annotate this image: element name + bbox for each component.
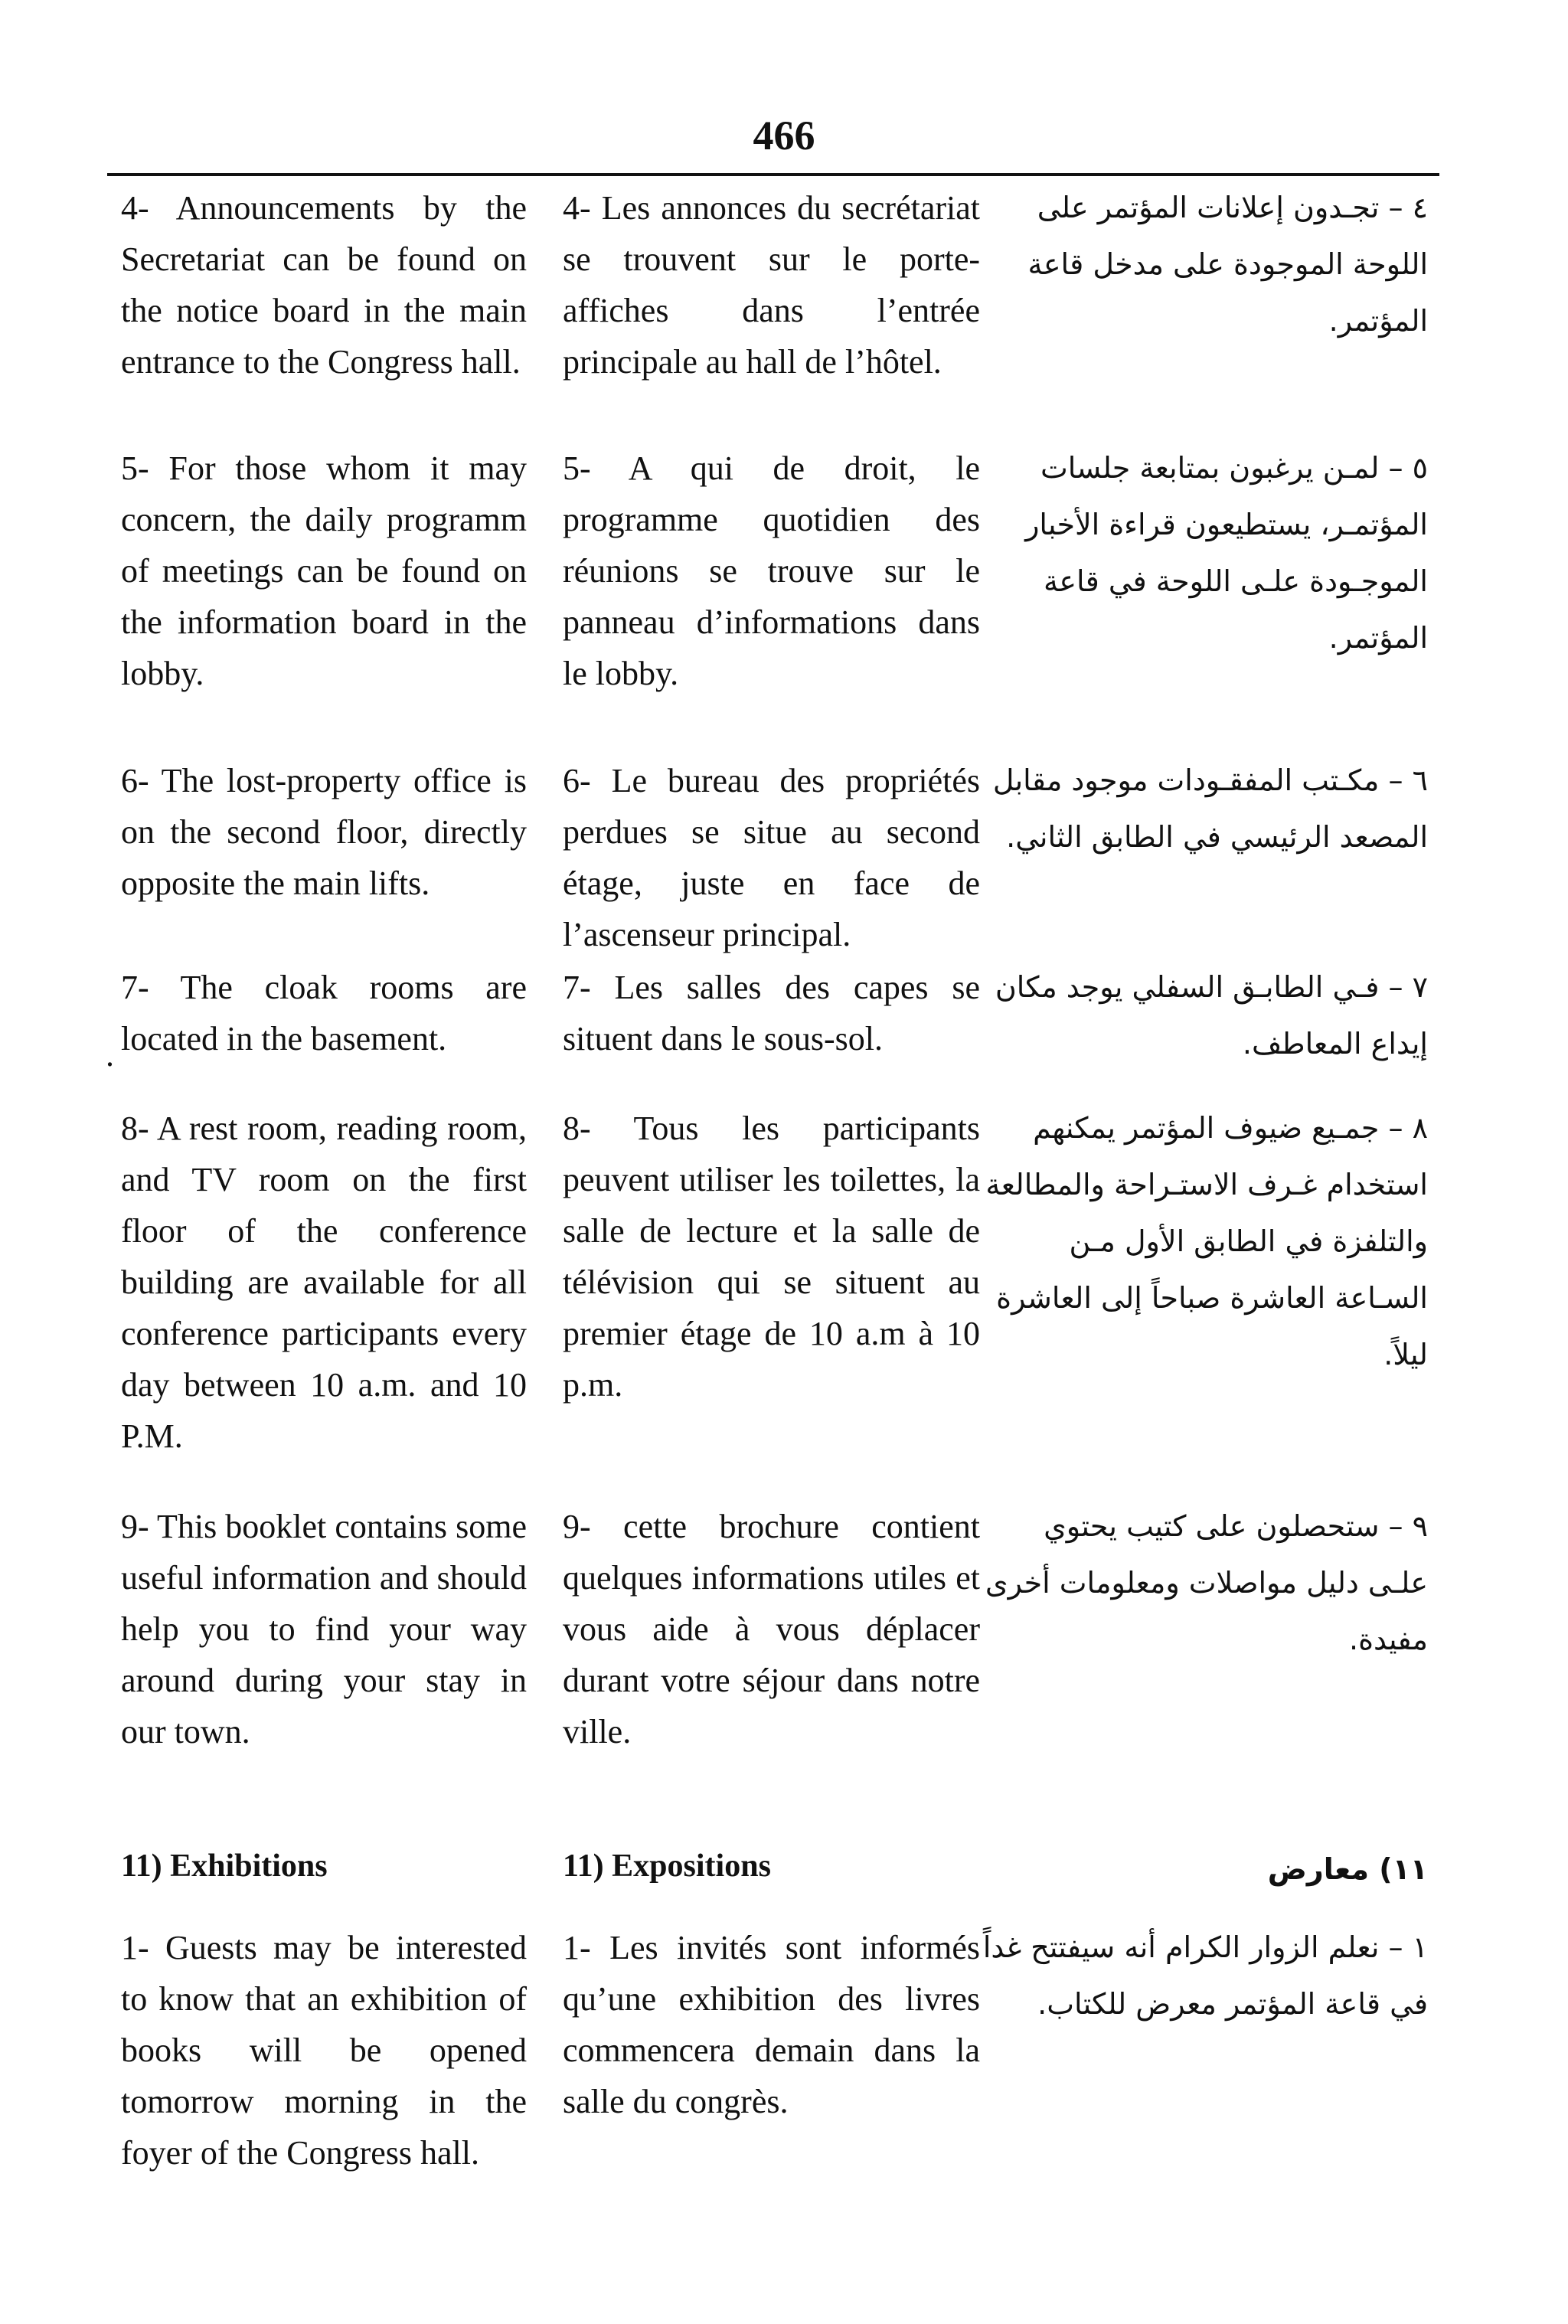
exhibition-item-1-french: 1- Les invités sont informés qu’une exhibition des livres commencera demain dans la salle du congrès.: [563, 1929, 980, 2120]
item-6-english: 6- The lost-property office is on the second floor, directly opposite the main lifts.: [121, 762, 527, 902]
item-5-french: 5- A qui de droit, le programme quotidien des réunions se trouve sur le panneau d’informations dans le lobby.: [563, 449, 980, 692]
item-8-english: 8- A rest room, reading room, and TV room on the first floor of the conference building are available for all conference participants every day between 10 a.m. and 10 P.M.: [121, 1110, 527, 1455]
header-rule: [107, 173, 1439, 176]
page-number: 466: [753, 113, 815, 159]
section-heading-arabic: ١١) معارض: [1267, 1852, 1428, 1886]
item-4-french: 4- Les annonces du secrétariat se trouvent sur le porte-affiches dans l’entrée principale au hall de l’hôtel.: [563, 189, 980, 381]
stray-dot: .: [106, 1036, 114, 1074]
item-5-arabic: ٥ – لمـن يرغبون بمتابعة جلسات المؤتمـر، يستطيعون قراءة الأخبار الموجـودة علـى اللوحة في قاعة المؤتمر.: [1025, 451, 1428, 655]
exhibition-item-1-arabic: ١ – نعلم الزوار الكرام أنه سيفتتح غداً في قاعة المؤتمر معرض للكتاب.: [982, 1930, 1428, 2021]
item-7-french: 7- Les salles des capes se situent dans le sous-sol.: [563, 969, 980, 1057]
item-9-english: 9- This booklet contains some useful information and should help you to find your way around during your stay in our town.: [121, 1508, 527, 1750]
item-6-arabic: ٦ – مكـتب المفقـودات موجود مقابل المصعد الرئيسي في الطابق الثاني.: [992, 763, 1428, 854]
item-4-english: 4- Announcements by the Secretariat can be found on the notice board in the main entrance to the Congress hall.: [121, 189, 527, 381]
section-heading-french: 11) Expositions: [563, 1848, 771, 1884]
section-heading-english: 11) Exhibitions: [121, 1848, 328, 1884]
item-8-arabic: ٨ – جمـيع ضيوف المؤتمر يمكنهم استخدام غـرف الاستـراحة والمطالعة والتلفزة في الطابق الأول مـن السـاعة العاشرة صباحاً إلى العاشرة ليلاً.: [985, 1111, 1428, 1371]
item-6-french: 6- Le bureau des propriétés perdues se situe au second étage, juste en face de l’ascenseur principal.: [563, 762, 980, 953]
item-7-english: 7- The cloak rooms are located in the basement.: [121, 969, 527, 1057]
item-5-english: 5- For those whom it may concern, the daily programm of meetings can be found on the information board in the lobby.: [121, 449, 527, 692]
item-7-arabic: ٧ – فـي الطابـق السفلي يوجد مكان إيداع المعاطف.: [995, 970, 1428, 1061]
item-8-french: 8- Tous les participants peuvent utiliser les toilettes, la salle de lecture et la salle de télévision qui se situent au premier étage de 10 a.m à 10 p.m.: [563, 1110, 980, 1404]
item-9-arabic: ٩ – ستحصلون على كتيب يحتوي علـى دليل مواصلات ومعلومات أخرى مفيدة.: [985, 1509, 1428, 1656]
exhibition-item-1-english: 1- Guests may be interested to know that an exhibition of books will be opened tomorrow morning in the foyer of the Congress hall.: [121, 1929, 527, 2172]
item-9-french: 9- cette brochure contient quelques informations utiles et vous aide à vous déplacer durant votre séjour dans notre ville.: [563, 1508, 980, 1750]
item-4-arabic: ٤ – تجـدون إعلانات المؤتمر على اللوحة الموجودة على مدخل قاعة المؤتمر.: [1027, 191, 1428, 338]
